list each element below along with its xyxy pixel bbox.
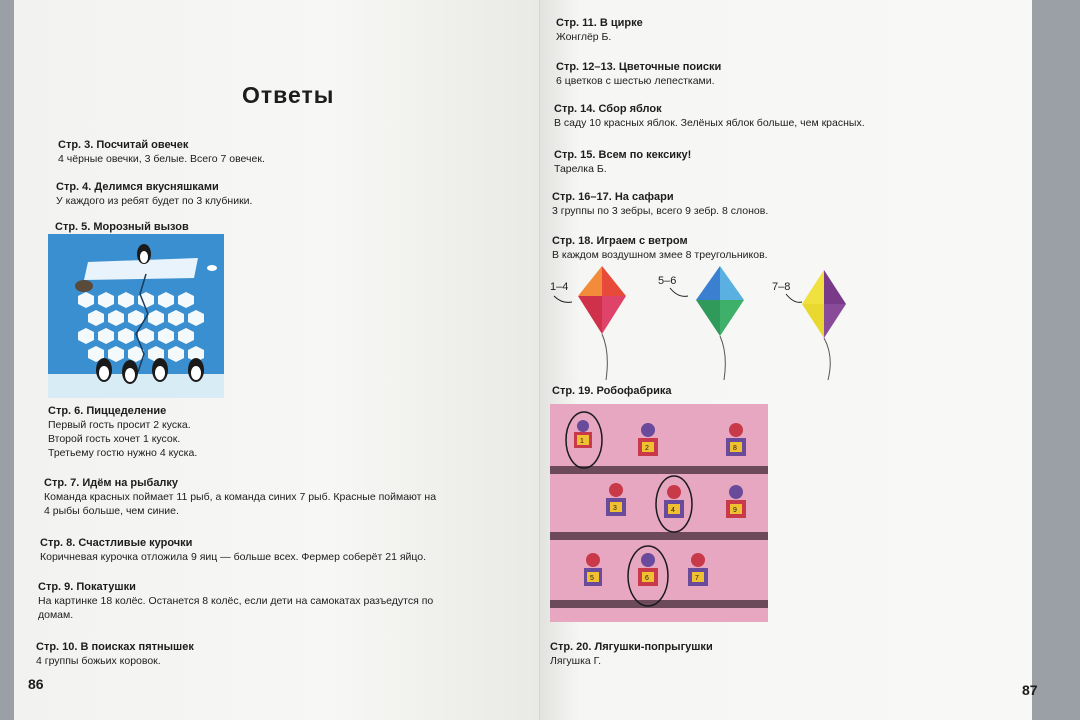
robot-number: 1: [580, 438, 584, 445]
kite-1: [550, 266, 626, 380]
answer-p18: Стр. 18. Играем с ветром В каждом воздушном змее 8 треугольников.: [552, 235, 768, 261]
robot-number: 6: [645, 575, 649, 582]
robot-number: 3: [613, 505, 617, 512]
answer-p4: Стр. 4. Делимся вкусняшками У каждого из ребят будет по 3 клубники.: [56, 181, 253, 207]
answer-p3: Стр. 3. Посчитай овечек 4 чёрные овечки, 3 белые. Всего 7 овечек.: [58, 139, 265, 165]
answer-p20: Стр. 20. Лягушки-попрыгушки Лягушка Г.: [550, 641, 713, 667]
kite-2: [658, 266, 744, 380]
answer-p6: Стр. 6. Пиццеделение Первый гость просит 2 куска. Второй гость хочет 1 кусок. Третьему гостю нужно 4 куска.: [48, 405, 198, 459]
kite-3: [772, 270, 846, 380]
kite-label-2: 5–6: [658, 275, 677, 287]
robot-number: 5: [590, 575, 594, 582]
robot-number: 4: [671, 507, 675, 514]
answer-p12-13: Стр. 12–13. Цветочные поиски 6 цветков с шестью лепестками.: [556, 61, 722, 87]
robot-number: 9: [733, 507, 737, 514]
answer-p8: Стр. 8. Счастливые курочки Коричневая курочка отложила 9 яиц — больше всех. Фермер соберёт 21 яйцо.: [40, 537, 427, 563]
frosty-challenge-illustration: [48, 234, 224, 398]
kite-label-3: 7–8: [772, 281, 791, 293]
robot-number: 8: [733, 445, 737, 452]
answer-p19: Стр. 19. Робофабрика: [552, 385, 672, 397]
kite-label-1: 1–4: [550, 281, 569, 293]
answer-p5: Стр. 5. Морозный вызов: [55, 221, 189, 233]
page-title: Ответы: [242, 82, 335, 108]
seagull: [207, 265, 217, 271]
answer-p15: Стр. 15. Всем по кексику! Тарелка Б.: [554, 149, 692, 175]
answer-p11: Стр. 11. В цирке Жонглёр Б.: [556, 17, 643, 43]
answer-p9: Стр. 9. Покатушки На картинке 18 колёс. Останется 8 колёс, если дети на самокатах разъедутся по домам.: [38, 581, 434, 621]
robot-number: 2: [645, 445, 649, 452]
answer-p14: Стр. 14. Сбор яблок В саду 10 красных яблок. Зелёных яблок больше, чем красных.: [554, 103, 865, 129]
robot-number: 7: [695, 575, 699, 582]
seal: [75, 280, 93, 292]
kites-illustration: [548, 262, 848, 380]
right-page: [540, 0, 1038, 720]
answer-p7: Стр. 7. Идём на рыбалку Команда красных поймает 11 рыб, а команда синих 7 рыб. Красные поймают на 4 рыбы больше, чем синие.: [44, 477, 437, 517]
robot-factory-illustration: [550, 404, 768, 622]
left-page: [14, 0, 540, 720]
answer-p16-17: Стр. 16–17. На сафари 3 группы по 3 зебры, всего 9 зебр. 8 слонов.: [552, 191, 769, 217]
conveyor-belt-2: [550, 532, 768, 540]
page-number-left: 86: [28, 676, 44, 692]
answer-p10: Стр. 10. В поисках пятнышек 4 группы божьих коровок.: [36, 641, 194, 667]
page-number-right: 87: [1022, 682, 1038, 698]
